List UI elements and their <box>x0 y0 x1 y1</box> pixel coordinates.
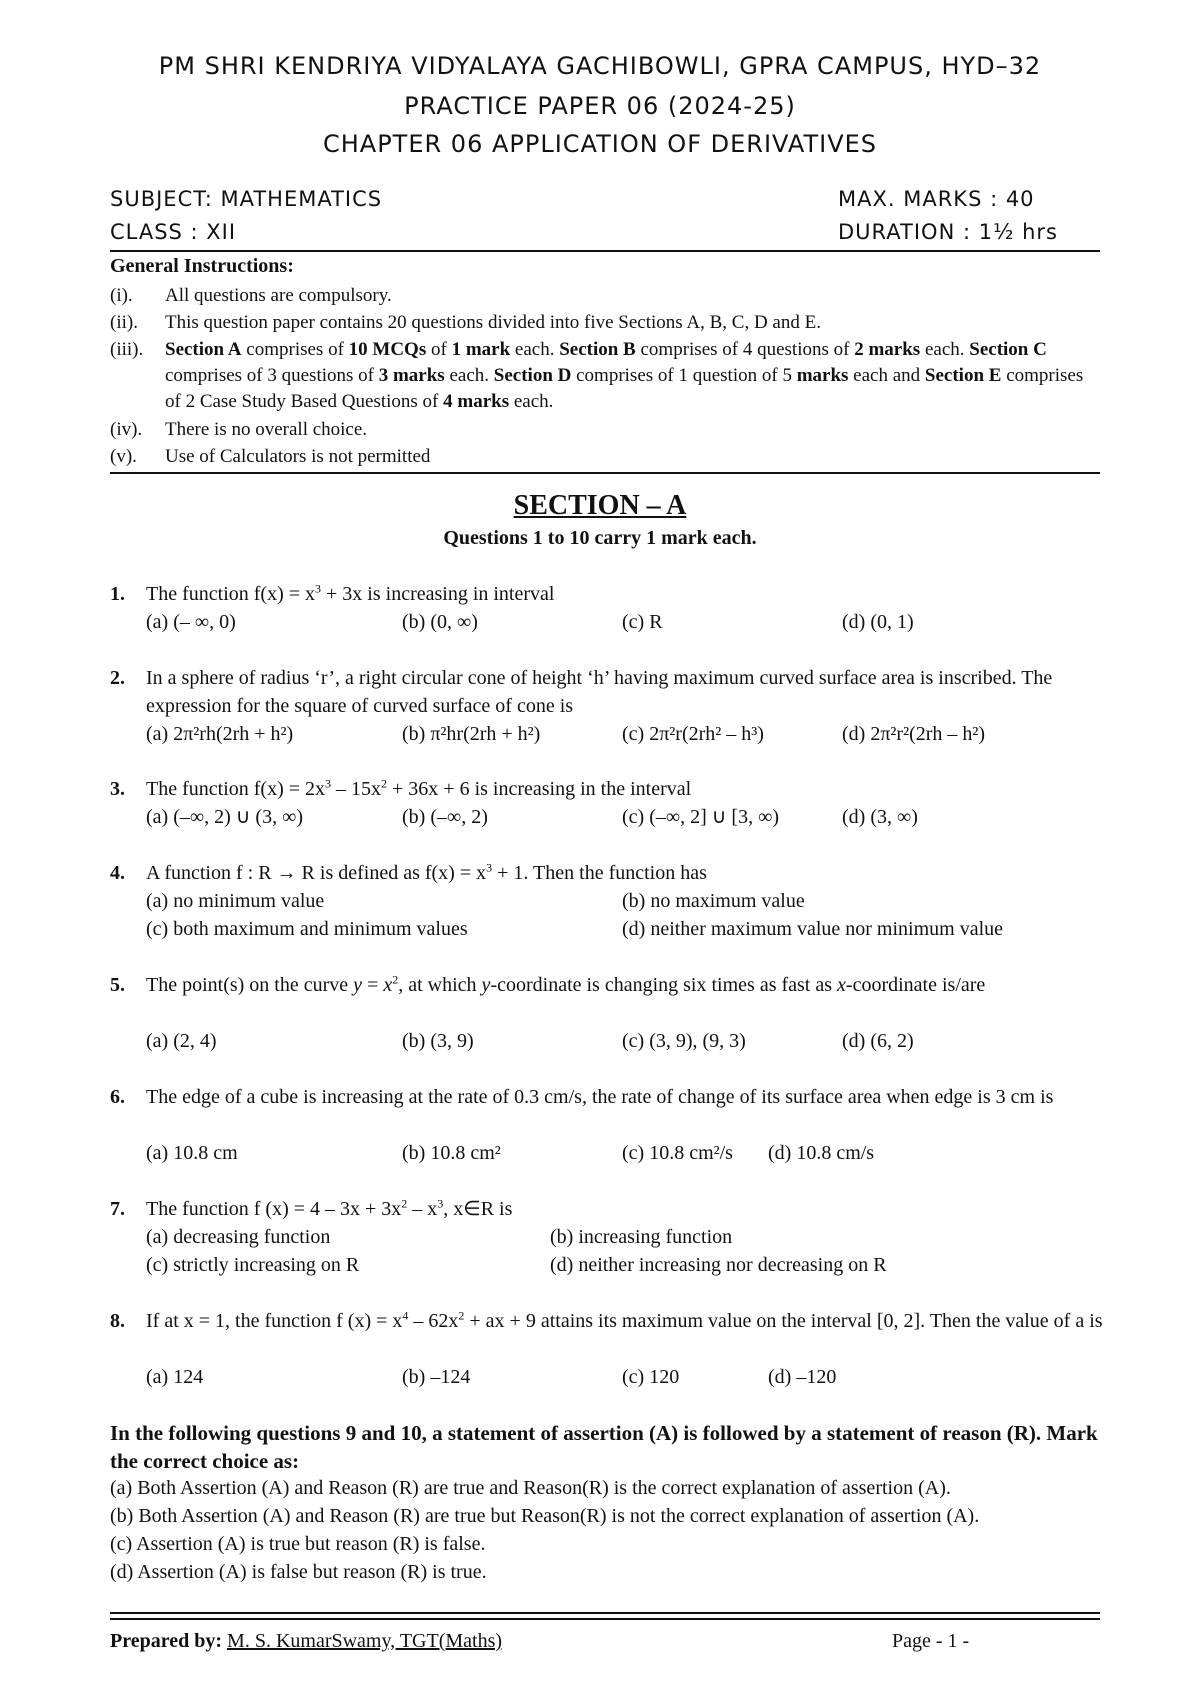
paper-title: PRACTICE PAPER 06 (2024-25) <box>404 92 796 120</box>
question-text: A function f : R → R is defined as $f(x) = x^3 + 1$. Then the function has <box>146 860 707 884</box>
assertion-reason-intro: In the following questions 9 and 10, a statement of assertion (A) is followed by a statement of reason (R). Mark the correct choice as: <box>110 1421 1098 1473</box>
instruction-text: This question paper contains 20 questions divided into five Sections A, B, C, D and E. <box>165 312 821 333</box>
question-text: The function f $(x) = 4 - 3x + 3x^2 - x^3$, x∈R is <box>146 1196 513 1220</box>
instruction-number: (ii). <box>110 312 138 333</box>
option-c: (c) (–∞, 2] ∪ [3, ∞) <box>622 806 779 828</box>
option-a: (a) 2π²rh(2rh + h²) <box>146 723 294 745</box>
ar-choice-d: (d) Assertion (A) is false but reason (R) is true. <box>110 1561 487 1583</box>
option-d: (d) –120 <box>768 1366 837 1388</box>
question-number: 7. <box>110 1198 125 1220</box>
option-b: (b) (–∞, 2) <box>402 806 488 828</box>
question-text: The function $f(x) = x^3 + 3x$ is increasing in interval <box>146 581 555 605</box>
option-c: (c) 120 <box>622 1366 680 1388</box>
class-label: CLASS : XII <box>110 220 237 244</box>
ar-choice-c: (c) Assertion (A) is true but reason (R) is false. <box>110 1533 486 1555</box>
option-c: (c) R <box>622 611 663 633</box>
question-number: 8. <box>110 1310 125 1332</box>
instruction-number: (iv). <box>110 419 143 440</box>
duration-label: DURATION : 1½ hrs <box>838 220 1058 244</box>
option-a: (a) 10.8 cm <box>146 1142 238 1164</box>
instructions-rule <box>110 472 1100 474</box>
instruction-item <box>110 337 1100 417</box>
instructions-title: General Instructions: <box>110 255 294 277</box>
instruction-text: All questions are compulsory. <box>165 285 392 306</box>
instruction-text: Section A comprises of 10 MCQs of 1 mark each. Section B comprises of 4 questions of 2 marks each. Section C comprises of 3 questions of 3 marks each. Section D comprises of 1 question of 5 marks each and Section E comprises of 2 Case Study Based Questions of 4 marks each. <box>165 339 1084 412</box>
ar-choice-b: (b) Both Assertion (A) and Reason (R) are true but Reason(R) is not the correct explanation of assertion (A). <box>110 1505 980 1527</box>
option-d: (d) 2π²r²(2rh – h²) <box>842 723 986 745</box>
option-d: (d) (6, 2) <box>842 1030 914 1052</box>
option-c: (c) 10.8 cm²/s <box>622 1142 733 1164</box>
question-number: 1. <box>110 583 125 605</box>
option-a: (a) decreasing function <box>146 1226 331 1248</box>
question-text: In a sphere of radius ‘r’, a right circular cone of height ‘h’ having maximum curved surface area is inscribed. The expression for the square of curved surface of cone is <box>146 667 1053 717</box>
instruction-text: There is no overall choice. <box>165 419 368 440</box>
max-marks-label: MAX. MARKS : 40 <box>838 187 1035 211</box>
instruction-number: (i). <box>110 285 133 306</box>
section-title: SECTION – A <box>513 490 687 521</box>
option-d: (d) 10.8 cm/s <box>768 1142 875 1164</box>
question-number: 6. <box>110 1086 125 1108</box>
question-2 <box>110 664 1100 754</box>
option-d: (d) (3, ∞) <box>842 806 918 828</box>
page-number: Page - 1 - <box>892 1630 970 1652</box>
question-5 <box>110 971 1100 1061</box>
question-text: The edge of a cube is increasing at the rate of 0.3 cm/s, the rate of change of its surface area when edge is 3 cm is <box>146 1086 1054 1108</box>
option-c: (c) strictly increasing on R <box>146 1254 360 1276</box>
question-4 <box>110 859 1100 949</box>
question-1 <box>110 580 1100 640</box>
option-c: (c) (3, 9), (9, 3) <box>622 1030 746 1052</box>
question-7 <box>110 1195 1100 1285</box>
question-text: The point(s) on the curve $y = x^2$, at which y-coordinate is changing six times as fast as x-coordinate is/are <box>146 972 986 996</box>
question-3 <box>110 775 1100 835</box>
option-d: (d) (0, 1) <box>842 611 914 633</box>
option-b: (b) no maximum value <box>622 890 805 912</box>
ar-choice-a: (a) Both Assertion (A) and Reason (R) are true and Reason(R) is the correct explanation of assertion (A). <box>110 1477 951 1499</box>
question-text: The function $f(x) = 2x^3 - 15x^2 + 36x + 6$ is increasing in the interval <box>146 776 692 800</box>
footer-double-rule <box>110 1612 1100 1620</box>
author-name: M. S. KumarSwamy, TGT(Maths) <box>227 1630 503 1652</box>
option-b: (b) 10.8 cm² <box>402 1142 501 1164</box>
chapter-title: CHAPTER 06 APPLICATION OF DERIVATIVES <box>322 130 878 158</box>
header-rule <box>110 250 1100 252</box>
option-a: (a) (–∞, 2) ∪ (3, ∞) <box>146 806 303 828</box>
option-a: (a) 124 <box>146 1366 204 1388</box>
question-number: 5. <box>110 974 125 996</box>
question-number: 2. <box>110 667 125 689</box>
option-b: (b) increasing function <box>550 1226 733 1248</box>
question-8 <box>110 1307 1103 1397</box>
question-text: If at x = 1, the function f $(x) = x^4 - 62x^2$ + ax + 9 attains its maximum value on the interval [0, 2]. Then the value of a is <box>146 1308 1103 1332</box>
option-a: (a) (– ∞, 0) <box>146 611 236 633</box>
school-name: PM SHRI KENDRIYA VIDYALAYA GACHIBOWLI, GPRA CAMPUS, HYD–32 <box>158 52 1042 80</box>
option-d: (d) neither maximum value nor minimum value <box>622 918 1004 940</box>
instruction-text: Use of Calculators is not permitted <box>165 446 431 467</box>
option-b: (b) (3, 9) <box>402 1030 474 1052</box>
option-b: (b) –124 <box>402 1366 471 1388</box>
option-a: (a) (2, 4) <box>146 1030 217 1052</box>
option-c: (c) both maximum and minimum values <box>146 918 468 940</box>
option-a: (a) no minimum value <box>146 890 325 912</box>
question-number: 4. <box>110 862 125 884</box>
option-b: (b) π²hr(2rh + h²) <box>402 723 541 745</box>
instruction-number: (iii). <box>110 339 144 360</box>
option-b: (b) (0, ∞) <box>402 611 478 633</box>
section-subtitle: Questions 1 to 10 carry 1 mark each. <box>443 527 757 549</box>
subject-label: SUBJECT: MATHEMATICS <box>110 187 383 211</box>
prepared-by: Prepared by: M. S. KumarSwamy, TGT(Maths) <box>110 1630 503 1652</box>
question-number: 3. <box>110 778 125 800</box>
option-d: (d) neither increasing nor decreasing on R <box>550 1254 887 1276</box>
question-6 <box>110 1083 1100 1173</box>
option-c: (c) 2π²r(2rh² – h³) <box>622 723 764 745</box>
instruction-number: (v). <box>110 446 137 467</box>
